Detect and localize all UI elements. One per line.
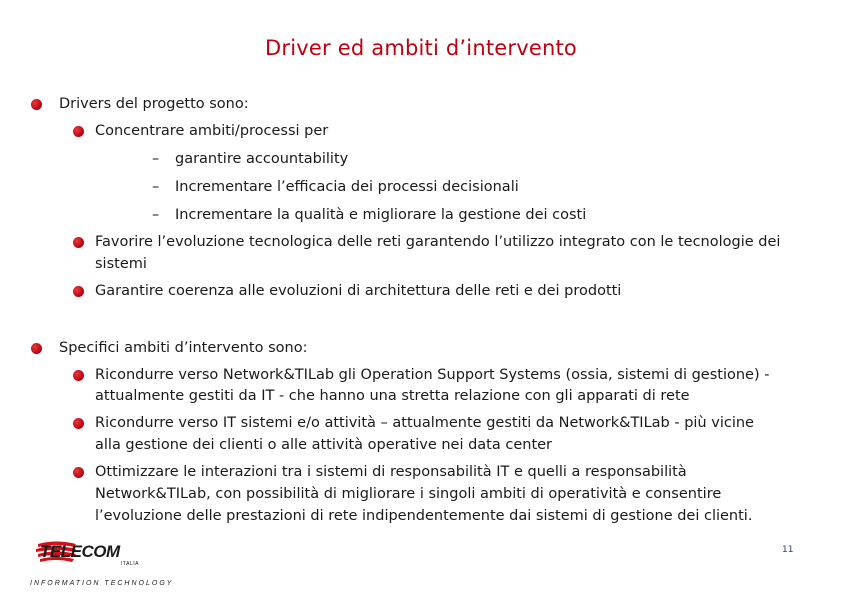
section2-item1-line2: attualmente gestiti da IT - che hanno una stretta relazione con gli apparati di rete — [95, 388, 690, 404]
section2-item3-line3: l’evoluzione delle prestazioni di rete indipendentemente dai sistemi di gestione dei clienti. — [95, 508, 753, 524]
section1-sub2: Incrementare l’efficacia dei processi decisionali — [175, 179, 519, 195]
dash-marker: – — [152, 179, 160, 195]
section2-item2-line2: alla gestione dei clienti o alle attività operative nei data center — [95, 437, 553, 453]
dash-marker: – — [152, 151, 160, 167]
section1-item3: Garantire coerenza alle evoluzioni di architettura delle reti e dei prodotti — [95, 283, 622, 299]
footer-label: INFORMATION TECHNOLOGY — [30, 580, 174, 587]
logo-subtitle: ITALIA — [121, 561, 139, 567]
section2-item3-line2: Network&TILab, con possibilità di migliorare i singoli ambiti di operatività e consentire — [95, 486, 722, 502]
section1-item2-line1: Favorire l’evoluzione tecnologica delle reti garantendo l’utilizzo integrato con le tecnologie dei — [95, 234, 781, 250]
logo-wordmark: TELECOM — [40, 542, 120, 561]
section1-heading: Drivers del progetto sono: — [59, 96, 249, 112]
bullet-icon — [73, 370, 84, 381]
bullet-icon — [73, 286, 84, 297]
bullet-icon — [73, 237, 84, 248]
bullet-icon — [73, 126, 84, 137]
bullet-icon — [31, 343, 42, 354]
section2-item1-line1: Ricondurre verso Network&TILab gli Operation Support Systems (ossia, sistemi di gestione) - — [95, 367, 770, 383]
section1-sub3: Incrementare la qualità e migliorare la gestione dei costi — [175, 207, 587, 223]
section1-item2-line2: sistemi — [95, 256, 147, 272]
page-number: 11 — [782, 545, 794, 555]
section2-heading: Specifici ambiti d’intervento sono: — [59, 340, 308, 356]
section1-item1: Concentrare ambiti/processi per — [95, 123, 329, 139]
section2-item2-line1: Ricondurre verso IT sistemi e/o attività – attualmente gestiti da Network&TILab - più vicine — [95, 415, 754, 431]
bullet-icon — [73, 418, 84, 429]
dash-marker: – — [152, 207, 160, 223]
bullet-icon — [73, 467, 84, 478]
section1-sub1: garantire accountability — [175, 151, 349, 167]
slide-title: Driver ed ambiti d’intervento — [265, 36, 577, 60]
bullet-icon — [31, 99, 42, 110]
section2-item3-line1: Ottimizzare le interazioni tra i sistemi di responsabilità IT e quelli a responsabilità — [95, 464, 687, 480]
